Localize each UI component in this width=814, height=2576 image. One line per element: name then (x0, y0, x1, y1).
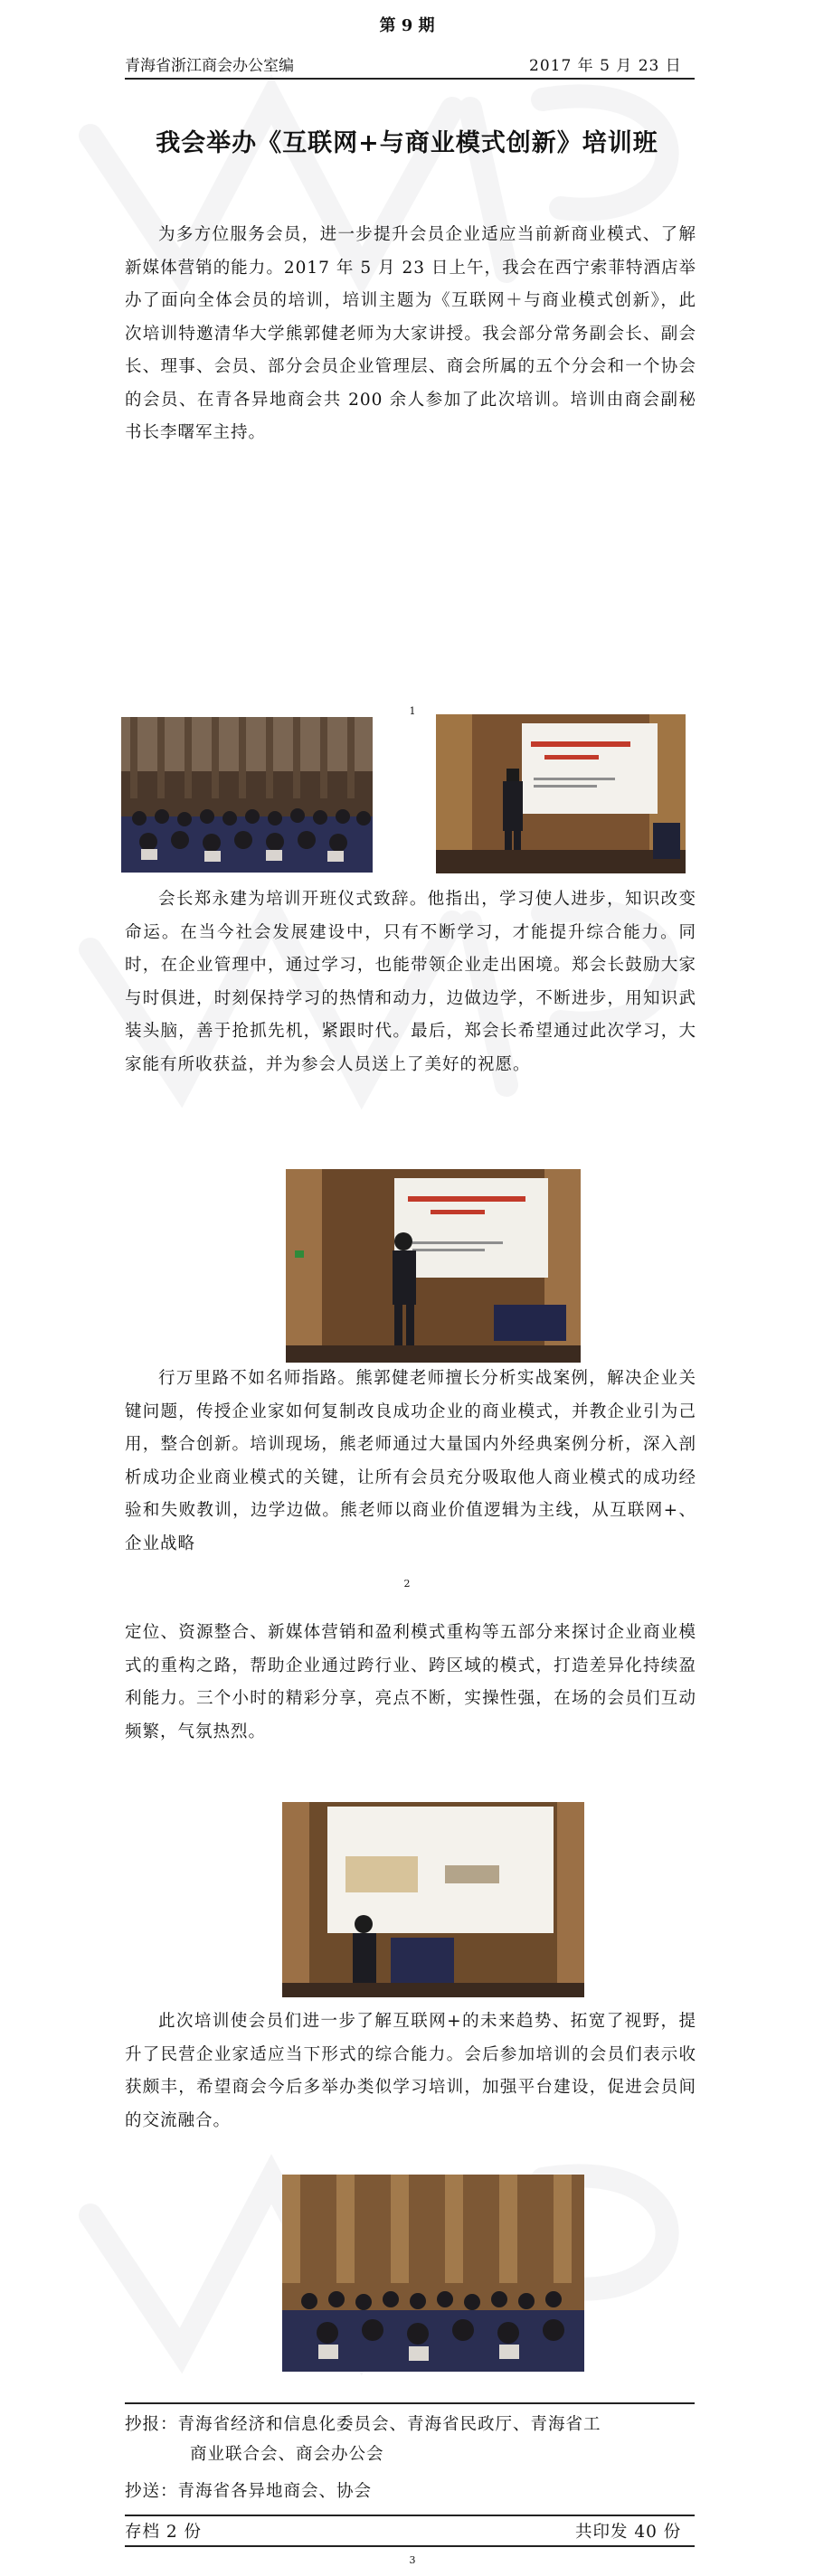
page-number: 3 (409, 2554, 416, 2566)
speaker-screen-photo (436, 714, 686, 873)
training-audience-photo (121, 717, 373, 873)
cc-to-label: 抄报： (125, 2415, 178, 2434)
archive-count: 存档 2 份 (125, 2523, 203, 2542)
article-title: 我会举办《互联网+与商业模式创新》培训班 (156, 129, 658, 157)
cc-to-recipients: 青海省经济和信息化委员会、青海省民政厅、青海省工 (177, 2415, 601, 2434)
article-paragraph-opening-speech: 会长郑永建为培训开班仪式致辞。他指出，学习使人进步，知识改变命运。在当今社会发展建设中，只有不断学习，才能提升综合能力。同时，在企业管理中，通过学习，也能带领企业走出困境。郑会长鼓励大家与时俱进，时刻保持学习的热情和动力，边做边学，不断进步，用知识武装头脑，善于抢抓先机，紧跟时代。最后，郑会长希望通过此次学习，大家能有所收获益，并为参会人员送上了美好的祝愿。 (125, 890, 696, 1074)
footer-rule-top (125, 2402, 695, 2404)
footer-rule-middle (125, 2515, 695, 2516)
audience-wide-photo (282, 2175, 584, 2372)
article-paragraph-summary: 此次培训使会员们进一步了解互联网+的未来趋势、拓宽了视野，提升了民营企业家适应当下形式的综合能力。会后参加培训的会员们表示收获颇丰，希望商会今后多举办类似学习培训，加强平台建设，促进会员间的交流融合。 (125, 2012, 696, 2130)
lecturer-photo (282, 1802, 584, 1997)
editor-name: 青海省浙江商会办公室编 (125, 57, 294, 75)
print-count: 共印发 40 份 (575, 2523, 682, 2542)
page-number: 1 (409, 705, 416, 717)
article-paragraph-lecture-continued: 定位、资源整合、新媒体营销和盈利模式重构等五部分来探讨企业商业模式的重构之路，帮助企业通过跨行业、跨区域的模式，打造差异化持续盈利能力。三个小时的精彩分享，亮点不断，实操性强，在场的会员们互动频繁，气氛热烈。 (125, 1623, 696, 1741)
header-rule (125, 78, 695, 80)
issue-number: 第 9 期 (379, 16, 435, 35)
article-paragraph-lecture: 行万里路不如名师指路。熊郭健老师擅长分析实战案例，解决企业关键问题，传授企业家如何复制改良成功企业的商业模式，并教企业引为己用，整合创新。培训现场，熊老师通过大量国内外经典案例分析，深入剖析成功企业商业模式的关键，让所有会员充分吸取他人商业模式的成功经验和失败教训，边学边做。熊老师以商业价值逻辑为主线，从互联网+、企业战略 (125, 1369, 696, 1553)
footer-rule-bottom (125, 2545, 695, 2547)
cc-to-line (125, 2410, 696, 2439)
president-speech-photo (286, 1169, 581, 1363)
page-number: 2 (403, 1578, 411, 1590)
cc-to-recipients-continued: 商业联合会、商会办公会 (190, 2445, 384, 2464)
article-paragraph-intro: 为多方位服务会员，进一步提升会员企业适应当前新商业模式、了解新媒体营销的能力。2017 年 5 月 23 日上午，我会在西宁索菲特酒店举办了面向全体会员的培训，培训主题为《互联网＋与商业模式创新》，此次培训特邀清华大学熊郭健老师为大家讲授。我会部分常务副会长、副会长、理事、会员、部分会员企业管理层、商会所属的五个分会和一个协会的会员、在青各异地商会共 200 余人参加了此次培训。培训由商会副秘书长李曙军主持。 (125, 225, 696, 442)
publish-date: 2017 年 5 月 23 日 (529, 57, 682, 75)
copy-to-line: 抄送：青海省各异地商会、协会 (125, 2482, 373, 2501)
